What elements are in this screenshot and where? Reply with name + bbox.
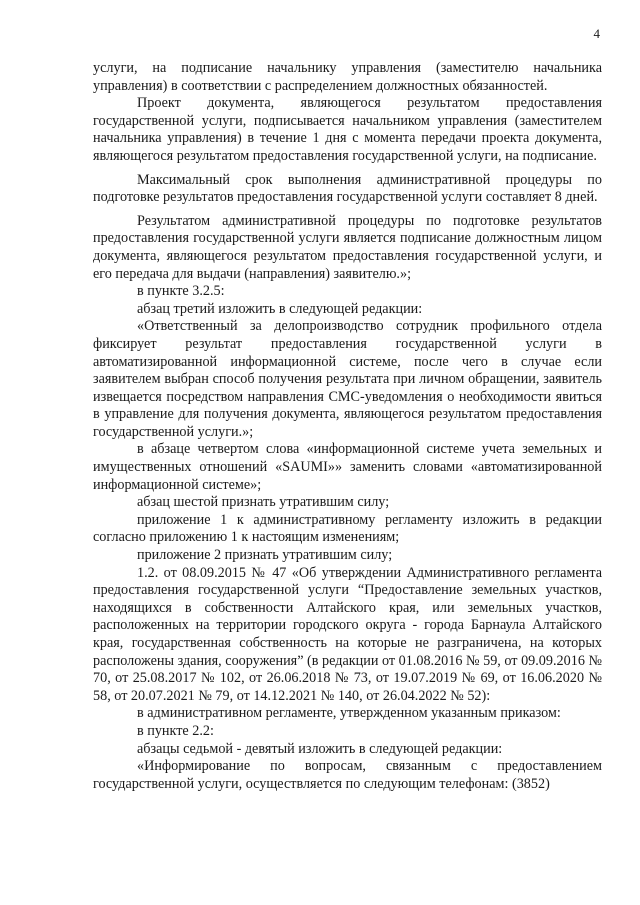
paragraph: в административном регламенте, утвержденном указанным приказом:	[137, 705, 561, 722]
paragraph: абзац шестой признать утратившим силу;	[137, 494, 390, 511]
paragraph: приложение 2 признать утратившим силу;	[137, 547, 393, 564]
paragraph: Результатом административной процедуры по подготовке результатов предоставления государственной услуги является подписание должностным лицом документа, являющегося результатом предоставления государственной услуги, и его передача для выдачи (направления) заявителю.»;	[93, 212, 602, 282]
paragraph: абзацы седьмой - девятый изложить в следующей редакции:	[137, 740, 503, 757]
paragraph: приложение 1 к административному регламенту изложить в редакции согласно приложению 1 к настоящим изменениям;	[93, 511, 602, 546]
paragraph: услуги, на подписание начальнику управления (заместителю начальника управления) в соответствии с распределением должностных обязанностей.	[93, 60, 602, 94]
document-body	[93, 60, 602, 793]
paragraph: в пункте 2.2:	[137, 722, 214, 739]
paragraph: «Информирование по вопросам, связанным с предоставлением государственной услуги, осуществляется по следующим телефонам: (3852)	[93, 758, 602, 792]
page-number: 4	[593, 26, 600, 41]
paragraph: в пункте 3.2.5:	[137, 283, 225, 300]
paragraph: в абзаце четвертом слова «информационной системе учета земельных и имущественных отношений «SAUMI»» заменить словами «автоматизированной информационной системе»;	[93, 441, 602, 493]
paragraph: Максимальный срок выполнения административной процедуры по подготовке результатов предоставления государственной услуги составляет 8 дней.	[93, 171, 602, 206]
paragraph: абзац третий изложить в следующей редакции:	[137, 300, 423, 317]
paragraph: Проект документа, являющегося результатом предоставления государственной услуги, подписывается начальником управления (заместителем начальника управления) в течение 1 дня с момента передачи проекта документа, являющегося результатом предоставления государственной услуги, на подписание.	[93, 95, 602, 164]
paragraph: «Ответственный за делопроизводство сотрудник профильного отдела фиксирует результат предоставления государственной услуги в автоматизированной информационной системе, после чего в случае если заявителем выбран способ получения результата при личном обращении, заявитель извещается посредством направления СМС-уведомления о необходимости явиться в управление для получения документа, являющегося результатом предоставления государственной услуги.»;	[93, 318, 602, 440]
paragraph: 1.2. от 08.09.2015 № 47 «Об утверждении Административного регламента предоставления государственной услуги “Предоставление земельных участков, находящихся в собственности Алтайского края, или земельных участков, расположенных на территории городского округа - города Барнаула Алтайского края, государственная собственность на которые не разграничена, на которых расположены здания, сооружения” (в редакции от 01.08.2016 № 59, от 09.09.2016 № 70, от 25.08.2017 № 102, от 26.06.2018 № 73, от 19.07.2019 № 69, от 16.06.2020 № 58, от 20.07.2021 № 79, от 14.12.2021 № 140, от 26.04.2022 № 52):	[93, 564, 602, 704]
